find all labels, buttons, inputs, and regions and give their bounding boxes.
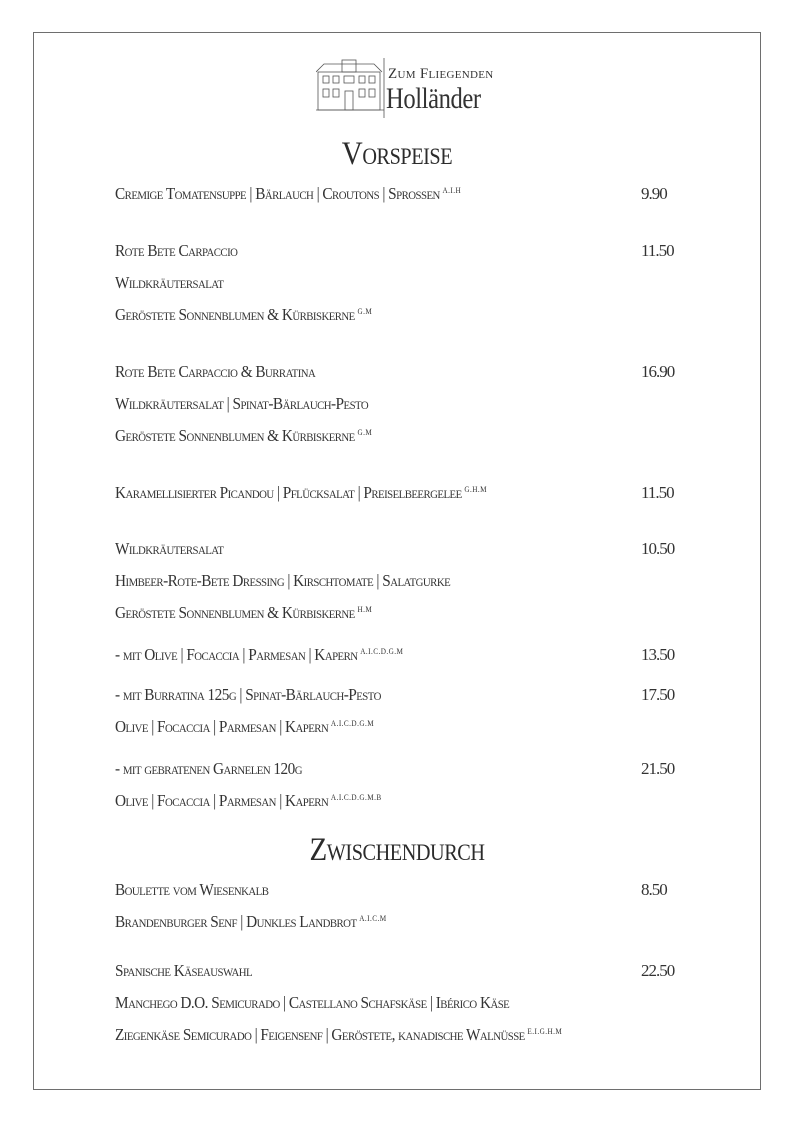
- menu-item-price: 13.50: [641, 645, 675, 664]
- dish-text: Manchego D.O. Semicurado | Castellano Schafskäse | Ibérico Käse: [115, 993, 510, 1012]
- menu-item-price: 21.50: [641, 759, 675, 778]
- allergen-codes: A.I.C.M: [359, 914, 387, 923]
- logo-line-1: Zum Fliegenden: [388, 66, 494, 82]
- menu-item-line: [115, 426, 372, 446]
- dish-text: Wildkräutersalat: [115, 273, 224, 292]
- allergen-codes: A.I.C.D.G.M: [330, 719, 375, 728]
- menu-item-line: [115, 791, 382, 811]
- dish-text: Spanische Käseauswahl: [115, 961, 253, 980]
- allergen-codes: G.M: [357, 428, 373, 437]
- allergen-codes: H.M: [357, 605, 373, 614]
- menu-item-line: [115, 645, 403, 665]
- dish-text: Cremige Tomatensuppe | Bärlauch | Croutons | Sprossen: [115, 184, 440, 203]
- menu-item-price: 22.50: [641, 961, 675, 980]
- menu-item-line: [115, 961, 255, 981]
- menu-item-line: [115, 880, 271, 900]
- menu-item-price: 10.50: [641, 539, 675, 558]
- menu-item-line: [115, 1025, 562, 1045]
- dish-text: - mit Burratina 125g | Spinat-Bärlauch-Pesto: [115, 685, 381, 704]
- allergen-codes: E.I.G.H.M: [527, 1027, 563, 1036]
- restaurant-logo: [316, 58, 526, 126]
- menu-item-line: [115, 394, 371, 414]
- dish-text: Olive | Focaccia | Parmesan | Kapern: [115, 791, 329, 810]
- menu-item-price: 11.50: [641, 241, 674, 260]
- menu-item-line: [115, 305, 372, 325]
- menu-item-line: [115, 273, 226, 293]
- section-title-vorspeise: Vorspeise: [341, 136, 453, 172]
- logo-line-2: Holländer: [386, 82, 481, 115]
- house-logo-icon: [316, 58, 386, 118]
- menu-item-line: [115, 571, 453, 591]
- dish-text: Boulette vom Wiesenkalb: [115, 880, 269, 899]
- dish-text: Geröstete Sonnenblumen & Kürbiskerne: [115, 603, 355, 622]
- menu-item-line: [115, 184, 461, 204]
- dish-text: Himbeer-Rote-Bete Dressing | Kirschtomate | Salatgurke: [115, 571, 451, 590]
- allergen-codes: A.I.C.D.G.M.B: [330, 793, 382, 802]
- dish-text: Rote Bete Carpaccio & Burratina: [115, 362, 316, 381]
- allergen-codes: G.H.M: [464, 485, 488, 494]
- dish-text: Ziegenkäse Semicurado | Feigensenf | Geröstete, kanadische Walnüsse: [115, 1025, 525, 1044]
- dish-text: Rote Bete Carpaccio: [115, 241, 238, 260]
- dish-text: Brandenburger Senf | Dunkles Landbrot: [115, 912, 357, 931]
- menu-item-price: 17.50: [641, 685, 675, 704]
- dish-text: Geröstete Sonnenblumen & Kürbiskerne: [115, 426, 355, 445]
- menu-item-price: 11.50: [641, 483, 674, 502]
- menu-item-line: [115, 362, 318, 382]
- menu-item-line: [115, 483, 487, 503]
- menu-item-line: [115, 717, 374, 737]
- menu-item-line: [115, 685, 384, 705]
- menu-item-line: [115, 993, 512, 1013]
- allergen-codes: G.M: [357, 307, 373, 316]
- dish-text: - mit gebratenen Garnelen 120g: [115, 759, 302, 778]
- dish-text: Geröstete Sonnenblumen & Kürbiskerne: [115, 305, 355, 324]
- menu-item-price: 8.50: [641, 880, 667, 899]
- allergen-codes: A.I.C.D.G.M: [360, 647, 404, 656]
- dish-text: Olive | Focaccia | Parmesan | Kapern: [115, 717, 329, 736]
- menu-item-line: [115, 759, 305, 779]
- menu-item-price: 9.90: [641, 184, 667, 203]
- dish-text: Wildkräutersalat: [115, 539, 224, 558]
- dish-text: Wildkräutersalat | Spinat-Bärlauch-Pesto: [115, 394, 369, 413]
- dish-text: - mit Olive | Focaccia | Parmesan | Kapern: [115, 645, 358, 664]
- menu-item-line: [115, 539, 226, 559]
- section-title-zwischendurch: Zwischendurch: [309, 832, 485, 868]
- menu-item-price: 16.90: [641, 362, 675, 381]
- menu-item-line: [115, 241, 240, 261]
- dish-text: Karamellisierter Picandou | Pflücksalat | Preiselbeergelee: [115, 483, 462, 502]
- menu-item-line: [115, 603, 372, 623]
- menu-item-line: [115, 912, 387, 932]
- allergen-codes: A.I.H: [442, 186, 462, 195]
